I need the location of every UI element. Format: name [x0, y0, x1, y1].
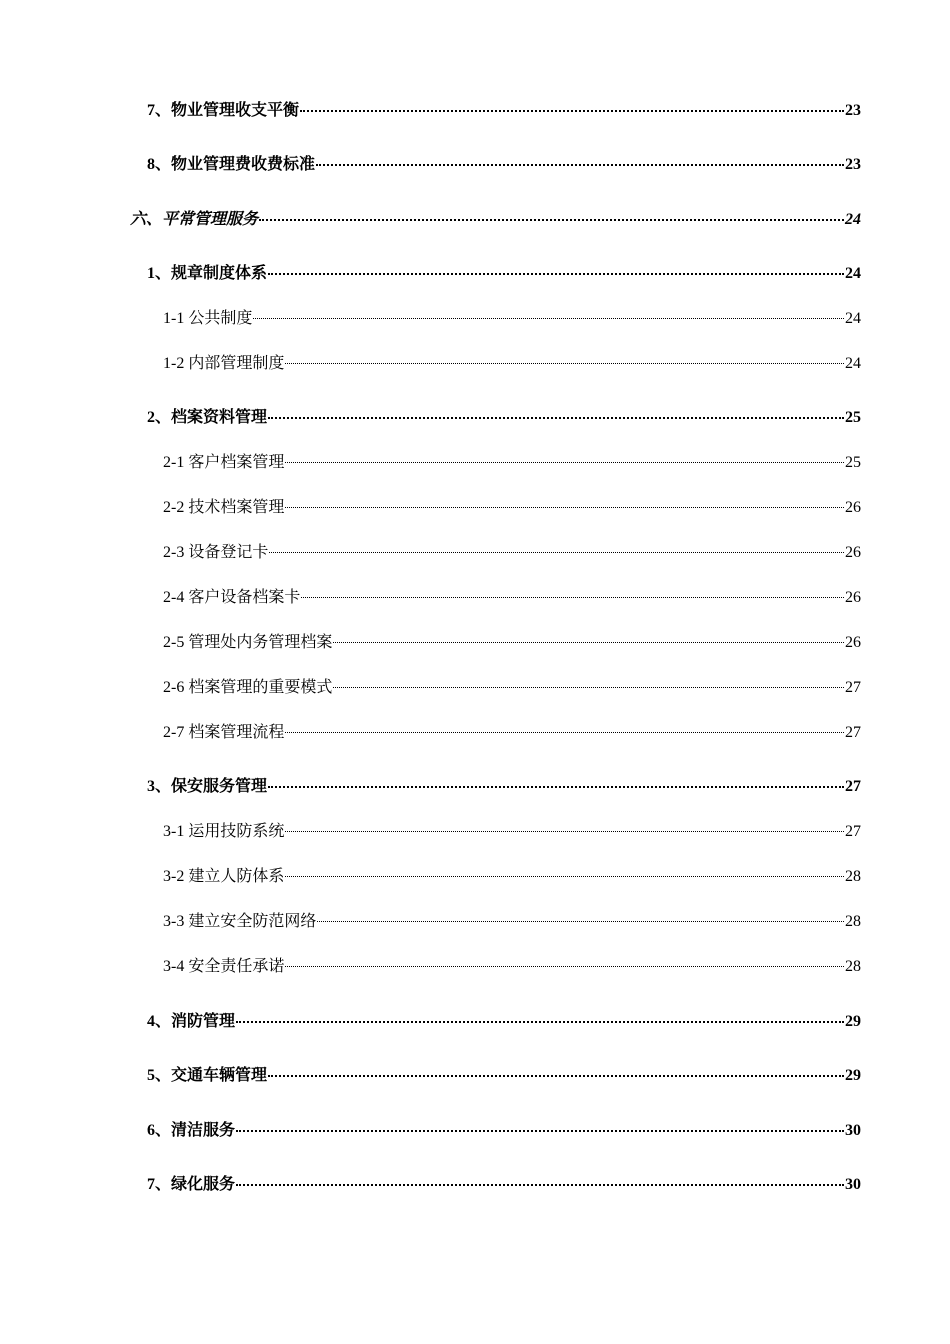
toc-entry-title: 1、规章制度体系 — [147, 265, 268, 282]
toc-entry[interactable] — [147, 1121, 861, 1141]
toc-entry-title: 4、消防管理 — [147, 1013, 236, 1030]
toc-entry-title: 2-4 客户设备档案卡 — [163, 589, 301, 606]
toc-entry[interactable] — [147, 155, 861, 175]
toc-page-number: 24 — [845, 310, 861, 327]
toc-page-number: 26 — [845, 499, 861, 516]
toc-entry-title: 8、物业管理费收费标准 — [147, 156, 316, 173]
toc-entry[interactable] — [147, 1175, 861, 1195]
toc-entry-title: 2-7 档案管理流程 — [163, 724, 285, 741]
toc-page-number: 28 — [845, 958, 861, 975]
toc-entry-title: 2、档案资料管理 — [147, 409, 268, 426]
toc-dot-leader — [285, 507, 844, 508]
toc-entry[interactable] — [147, 1012, 861, 1032]
toc-entry-title: 1-2 内部管理制度 — [163, 355, 285, 372]
toc-page-number: 27 — [845, 679, 861, 696]
toc-page-number: 25 — [845, 454, 861, 471]
toc-page-number: 26 — [845, 544, 861, 561]
toc-entry-title: 2-3 设备登记卡 — [163, 544, 269, 561]
toc-page-number: 29 — [845, 1013, 861, 1030]
toc-page-number: 27 — [845, 724, 861, 741]
toc-entry-title: 2-1 客户档案管理 — [163, 454, 285, 471]
toc-entry-title: 2-6 档案管理的重要模式 — [163, 679, 333, 696]
toc-entry-title: 7、绿化服务 — [147, 1176, 236, 1193]
toc-entry-title: 3-1 运用技防系统 — [163, 823, 285, 840]
toc-entry[interactable] — [163, 912, 861, 932]
toc-entry-title: 2-5 管理处内务管理档案 — [163, 634, 333, 651]
toc-entry[interactable] — [163, 309, 861, 329]
toc-entry[interactable] — [163, 498, 861, 518]
toc-dot-leader — [316, 164, 844, 166]
toc-dot-leader — [236, 1021, 844, 1023]
toc-dot-leader — [285, 831, 844, 832]
toc-dot-leader — [253, 318, 844, 319]
toc-entry-title: 1-1 公共制度 — [163, 310, 253, 327]
toc-page-number: 24 — [845, 211, 861, 228]
toc-entry[interactable] — [147, 101, 861, 121]
toc-dot-leader — [285, 462, 844, 463]
toc-dot-leader — [333, 642, 844, 643]
toc-page-number: 23 — [845, 156, 861, 173]
toc-page-number: 26 — [845, 589, 861, 606]
toc-page-number: 23 — [845, 102, 861, 119]
toc-dot-leader — [259, 219, 844, 221]
toc-page-number: 29 — [845, 1067, 861, 1084]
toc-entry-title: 7、物业管理收支平衡 — [147, 102, 300, 119]
toc-page-number: 26 — [845, 634, 861, 651]
toc-entry-title: 2-2 技术档案管理 — [163, 499, 285, 516]
toc-page-number: 28 — [845, 868, 861, 885]
toc-dot-leader — [317, 921, 844, 922]
toc-dot-leader — [236, 1130, 844, 1132]
toc-page-number: 25 — [845, 409, 861, 426]
toc-entry[interactable] — [163, 822, 861, 842]
toc-dot-leader — [333, 687, 844, 688]
toc-entry-title: 5、交通车辆管理 — [147, 1067, 268, 1084]
toc-entry[interactable] — [163, 543, 861, 563]
toc-entry[interactable] — [147, 408, 861, 428]
toc-entry[interactable] — [147, 777, 861, 797]
toc-dot-leader — [301, 597, 844, 598]
toc-dot-leader — [268, 786, 844, 788]
toc-entry[interactable] — [163, 678, 861, 698]
toc-entry[interactable] — [163, 588, 861, 608]
toc-dot-leader — [285, 732, 844, 733]
toc-page-number: 30 — [845, 1122, 861, 1139]
toc-entry[interactable] — [163, 957, 861, 977]
toc-entry-title: 3-3 建立安全防范网络 — [163, 913, 317, 930]
toc-entry-title: 六、平常管理服务 — [130, 211, 259, 228]
toc-dot-leader — [268, 273, 844, 275]
toc-entry[interactable] — [163, 723, 861, 743]
toc-page-number: 24 — [845, 265, 861, 282]
toc-page-number: 24 — [845, 355, 861, 372]
toc-entry[interactable] — [163, 633, 861, 653]
toc-entry-title: 3、保安服务管理 — [147, 778, 268, 795]
toc-entry-title: 3-2 建立人防体系 — [163, 868, 285, 885]
toc-entry-title: 6、清洁服务 — [147, 1122, 236, 1139]
toc-dot-leader — [269, 552, 844, 553]
toc-dot-leader — [236, 1184, 844, 1186]
toc-entry-title: 3-4 安全责任承诺 — [163, 958, 285, 975]
toc-dot-leader — [300, 110, 844, 112]
toc-page-number: 30 — [845, 1176, 861, 1193]
toc-page-number: 28 — [845, 913, 861, 930]
toc-entry[interactable] — [147, 264, 861, 284]
toc-entry[interactable] — [163, 867, 861, 887]
toc-dot-leader — [268, 417, 844, 419]
toc-dot-leader — [285, 966, 844, 967]
toc-page-number: 27 — [845, 778, 861, 795]
toc-entry[interactable] — [147, 1066, 861, 1086]
toc-entry[interactable] — [163, 453, 861, 473]
toc-dot-leader — [268, 1075, 844, 1077]
toc-entry[interactable] — [130, 210, 861, 230]
toc-dot-leader — [285, 876, 844, 877]
toc-dot-leader — [285, 363, 844, 364]
toc-entry[interactable] — [163, 354, 861, 374]
toc-page-number: 27 — [845, 823, 861, 840]
